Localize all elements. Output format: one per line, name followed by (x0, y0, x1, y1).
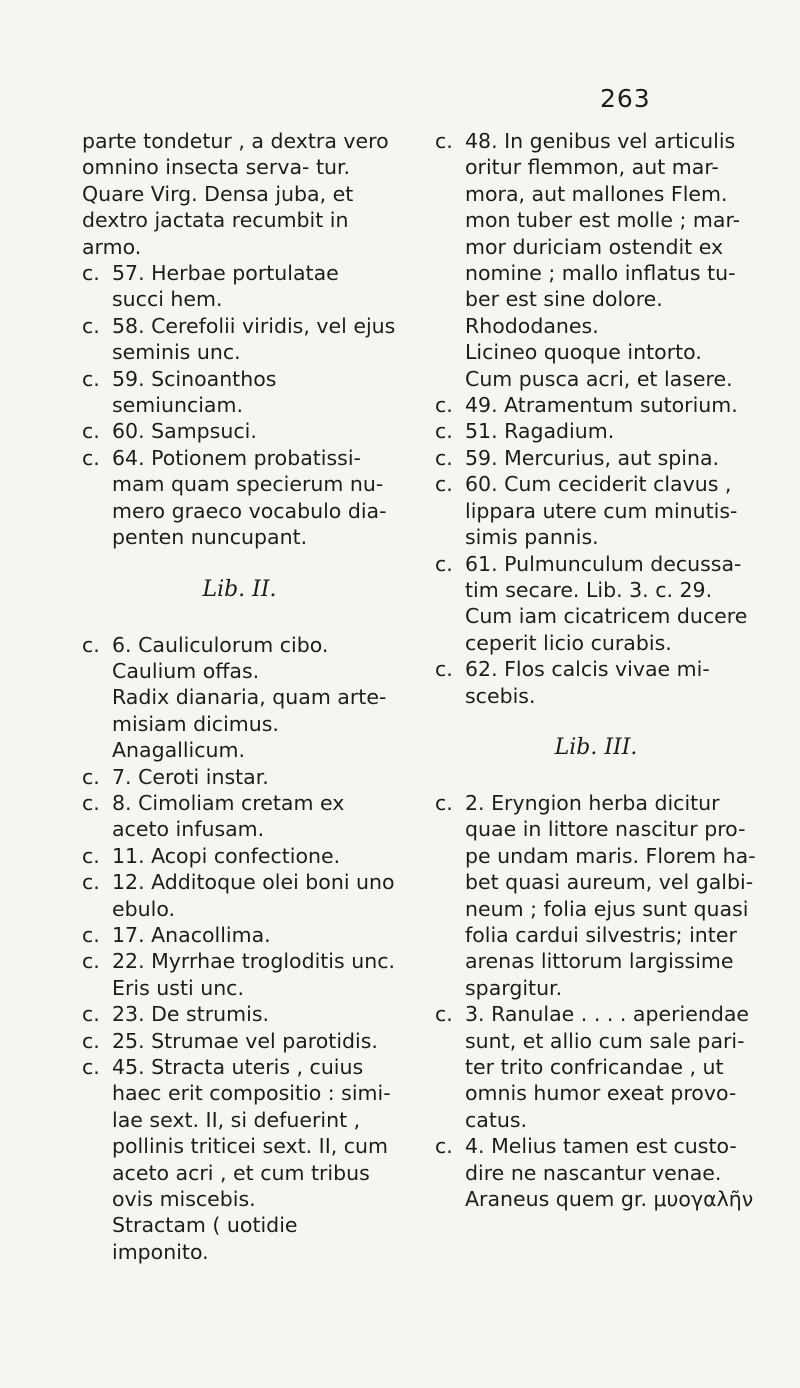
entry-text: 51. Ragadium. (465, 419, 615, 444)
entry-text: 58. Cerefolii viridis, vel ejus seminis unc. (112, 313, 396, 365)
entry-chapter-mark: c. (82, 843, 100, 868)
entry (82, 1212, 397, 1265)
entry-chapter-mark: c. (82, 261, 100, 286)
entry-text: 57. Herbae portulatae succi hem. (112, 261, 339, 312)
entry (82, 418, 397, 444)
entry-chapter-mark: c. (435, 1134, 453, 1159)
entry (435, 128, 757, 313)
entry-text: Anagallicum. (112, 738, 245, 763)
left-entries-bottom (82, 632, 397, 1266)
entry-text: 12. Additoque olei boni uno ebulo. (112, 870, 395, 921)
entry (82, 260, 397, 313)
entry (435, 1001, 757, 1133)
entry (435, 656, 757, 709)
entry-text: 7. Ceroti instar. (112, 764, 269, 789)
entry-text: 11. Acopi confectione. (112, 843, 341, 868)
entry-chapter-mark: c. (82, 419, 100, 444)
entry-chapter-mark: c. (435, 551, 453, 576)
entry-text: 49. Atramentum sutorium. (465, 393, 738, 418)
entry-chapter-mark: c. (435, 472, 453, 497)
left-column (82, 128, 397, 1265)
entry (82, 948, 397, 1001)
entry-chapter-mark: c. (82, 632, 100, 657)
entry-text: 60. Sampsuci. (112, 419, 257, 444)
entry-chapter-mark: c. (82, 445, 100, 470)
entry-text: 6. Cauliculorum cibo. (112, 632, 329, 657)
left-entries-top (82, 128, 397, 551)
entry (82, 632, 397, 658)
entry-text: Araneus quem gr. μυογαλῆν (465, 1187, 754, 1212)
entry (82, 790, 397, 843)
entry-text: 59. Scinoanthos semiunciam. (112, 366, 277, 418)
entry-text: 59. Mercurius, aut spina. (465, 445, 720, 470)
entry (82, 1054, 397, 1212)
entry (435, 366, 757, 392)
entry-chapter-mark: c. (82, 870, 100, 895)
entry (82, 1028, 397, 1054)
entry-chapter-mark: c. (435, 657, 453, 682)
entry-text: Stractam ( uotidie imponito. (112, 1213, 298, 1264)
entry (435, 790, 757, 1001)
entry (82, 658, 397, 684)
entry (82, 922, 397, 948)
entry-text: 61. Pulmunculum decussa- tim secare. Lib. 3. c. 29. (465, 551, 742, 602)
entry-chapter-mark: c. (435, 1002, 453, 1027)
entry-chapter-mark: c. (82, 922, 100, 947)
entry-text: 4. Melius tamen est custo- dire ne nascantur venae. (465, 1134, 737, 1185)
entry (435, 445, 757, 471)
entry-chapter-mark: c. (435, 129, 453, 153)
entry-text: 25. Strumae vel parotidis. (112, 1028, 378, 1053)
right-column (435, 128, 757, 1212)
entry (82, 366, 397, 419)
entry (435, 471, 757, 550)
entry (82, 445, 397, 551)
entry-text: Licineo quoque intorto. (465, 340, 702, 365)
page-number: 263 (600, 84, 651, 113)
right-heading: Lib. III. (554, 734, 638, 760)
entry (82, 869, 397, 922)
entry-chapter-mark: c. (82, 949, 100, 974)
entry-text: Caulium offas. (112, 658, 260, 683)
right-entries-top (435, 128, 757, 709)
entry-text: 45. Stracta uteris , cuius haec erit compositio : simi- lae sext. II, si defuerint , pollinis triticei sext. II, cum aceto acri , et cum tribus ovis miscebis. (112, 1055, 391, 1212)
right-entries-bottom (435, 790, 757, 1213)
entry (435, 339, 757, 365)
entry-chapter-mark: c. (82, 1028, 100, 1053)
entry-chapter-mark: c. (435, 419, 453, 444)
entry-text: Rhododanes. (465, 313, 599, 338)
entry (435, 551, 757, 604)
entry-chapter-mark: c. (82, 764, 100, 789)
entry-chapter-mark: c. (435, 393, 453, 418)
entry (435, 1186, 757, 1212)
entry (82, 684, 397, 737)
entry-chapter-mark: c. (82, 1002, 100, 1027)
entry (435, 418, 757, 444)
entry-text: Cum iam cicatricem ducere ceperit licio curabis. (465, 604, 748, 655)
entry-text: 62. Flos calcis vivae mi- scebis. (465, 657, 710, 708)
left-heading: Lib. II. (202, 576, 277, 602)
entry-text: 17. Anacollima. (112, 922, 271, 947)
entry-text: 48. In genibus vel articulis oritur flemmon, aut mar- mora, aut mallones Flem. mon tuber est molle ; mar- mor duriciam ostendit ex nomine ; mallo inflatus tu- ber est sine dolore. (465, 129, 740, 312)
entry-text: 22. Myrrhae trogloditis unc. Eris usti unc. (112, 949, 395, 1000)
entry (82, 128, 397, 260)
entry (435, 1133, 757, 1186)
entry-chapter-mark: c. (82, 366, 100, 391)
entry-text: 64. Potionem probatissi- mam quam specierum nu- mero graeco vocabulo dia- penten nuncupant. (112, 445, 387, 550)
entry-text: Cum pusca acri, et lasere. (465, 366, 733, 391)
entry-chapter-mark: c. (82, 790, 100, 815)
entry-text: 60. Cum ceciderit clavus , lippara utere cum minutis- simis pannis. (465, 472, 738, 550)
entry-text: parte tondetur , a dextra vero omnino insecta serva- tur. Quare Virg. Densa juba, et dextro jactata recumbit in armo. (82, 129, 389, 259)
entry-text: 8. Cimoliam cretam ex aceto infusam. (112, 790, 345, 842)
entry-chapter-mark: c. (435, 445, 453, 470)
entry-text: Radix dianaria, quam arte- misiam dicimus. (112, 685, 387, 736)
entry (435, 603, 757, 656)
entry (82, 843, 397, 869)
entry (82, 313, 397, 366)
entry-text: 3. Ranulae . . . . aperiendae sunt, et allio cum sale pari- ter trito confricandae , ut omnis humor exeat provo- catus. (465, 1002, 750, 1132)
entry (82, 737, 397, 763)
entry (82, 1001, 397, 1027)
entry-chapter-mark: c. (435, 790, 453, 815)
entry (435, 313, 757, 339)
entry-chapter-mark: c. (82, 1055, 100, 1079)
entry-text: 2. Eryngion herba dicitur quae in littore nascitur pro- pe undam maris. Florem ha- bet quasi aureum, vel galbi- neum ; folia ejus sunt quasi folia cardui silvestris; inter arenas littorum largissime spargitur. (465, 790, 756, 1000)
entry (82, 764, 397, 790)
entry (435, 392, 757, 418)
entry-chapter-mark: c. (82, 313, 100, 338)
entry-text: 23. De strumis. (112, 1002, 270, 1027)
